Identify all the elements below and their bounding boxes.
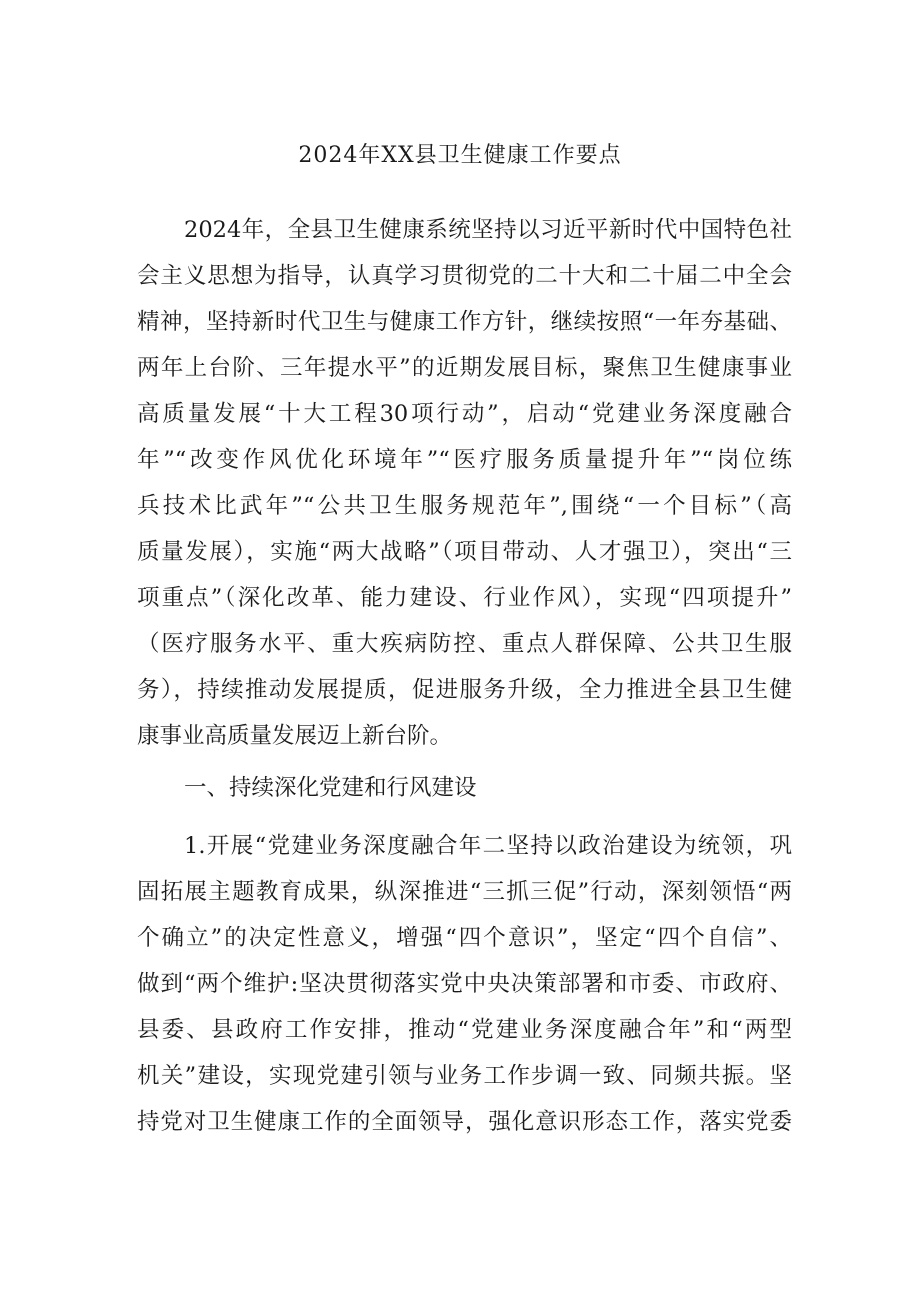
body-line: 固拓展主题教育成果，纵深推进“三抓三促”行动，深刻领悟“两 xyxy=(137,879,792,905)
document-title: 2024年XX县卫生健康工作要点 xyxy=(298,143,622,168)
body-line: 做到“两个维护:坚决贯彻落实党中央决策部署和市委、市政府、 xyxy=(137,971,792,997)
body-line: 项重点”（深化改革、能力建设、行业作风），实现“四项提升” xyxy=(137,585,792,611)
body-line: 县委、县政府工作安排，推动“党建业务深度融合年”和“两型 xyxy=(137,1017,792,1043)
body-line: 两年上台阶、三年提水平”的近期发展目标，聚焦卫生健康事业 xyxy=(137,355,792,381)
body-line: 高质量发展“十大工程30项行动”，启动“党建业务深度融合 xyxy=(137,401,792,427)
body-line: 会主义思想为指导，认真学习贯彻党的二十大和二十届二中全会 xyxy=(137,263,792,289)
body-line: 1.开展“党建业务深度融合年二坚持以政治建设为统领，巩 xyxy=(184,833,792,859)
body-line: 机关”建设，实现党建引领与业务工作步调一致、同频共振。坚 xyxy=(137,1063,792,1089)
body-line: 年”“改变作风优化环境年”“医疗服务质量提升年”“岗位练 xyxy=(137,447,792,473)
section-heading: 一、持续深化党建和行风建设 xyxy=(184,775,477,801)
body-line: 务），持续推动发展提质，促进服务升级，全力推进全县卫生健 xyxy=(137,677,792,703)
body-line: 持党对卫生健康工作的全面领导，强化意识形态工作，落实党委 xyxy=(137,1109,792,1135)
body-line: 质量发展），实施“两大战略”（项目带动、人才强卫），突出“三 xyxy=(137,539,792,565)
body-line: 个确立”的决定性意义，增强“四个意识”，坚定“四个自信”、 xyxy=(137,925,792,951)
body-line: （医疗服务水平、重大疾病防控、重点人群保障、公共卫生服 xyxy=(137,631,792,657)
body-line: 精神，坚持新时代卫生与健康工作方针，继续按照“一年夯基础、 xyxy=(137,309,792,335)
body-line: 2024年，全县卫生健康系统坚持以习近平新时代中国特色社 xyxy=(184,217,792,243)
body-line: 兵技术比武年”“公共卫生服务规范年”,围绕“一个目标”（高 xyxy=(137,493,792,519)
body-line: 康事业高质量发展迈上新台阶。 xyxy=(137,723,453,749)
